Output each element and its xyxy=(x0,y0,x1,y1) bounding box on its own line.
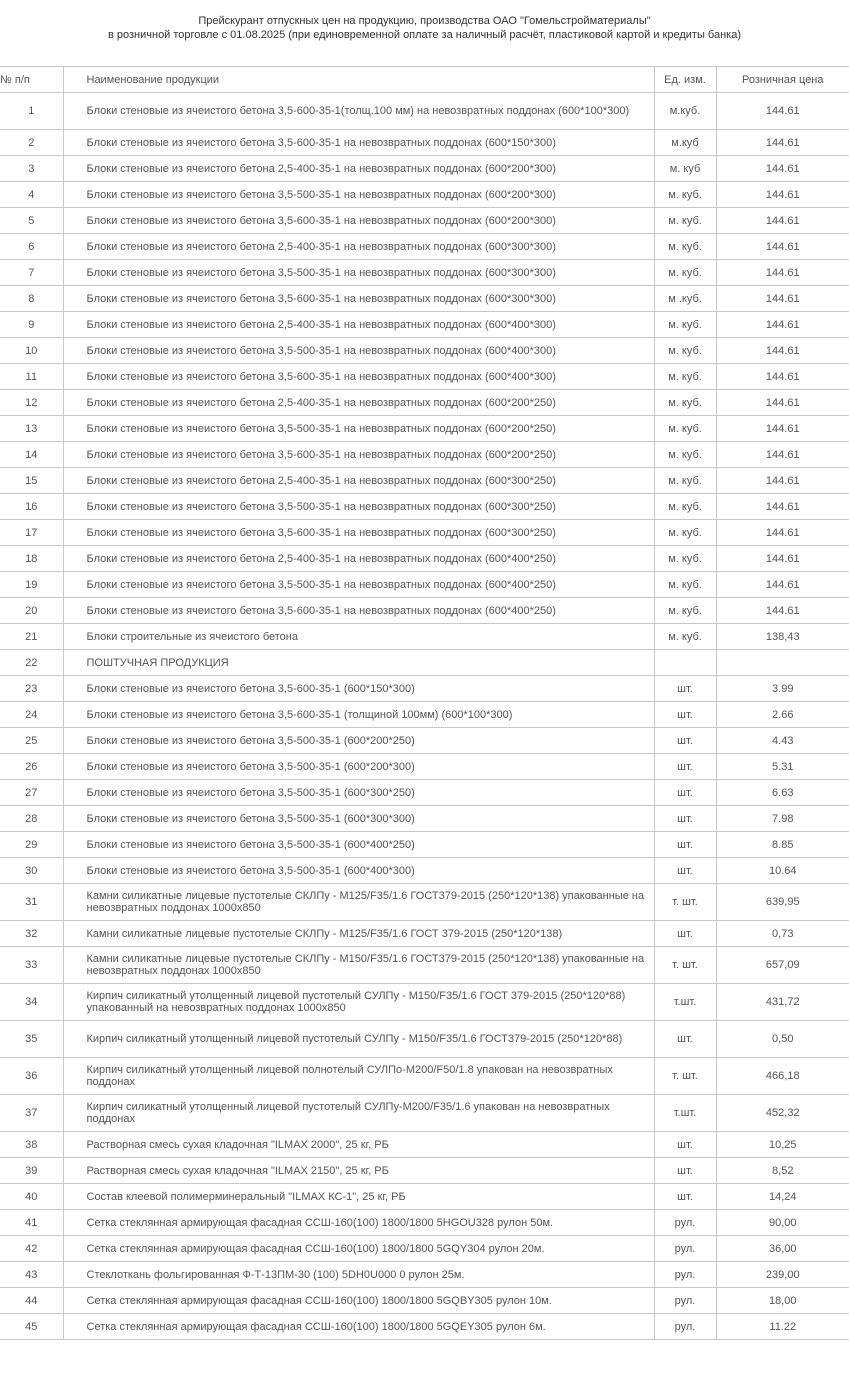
product-name: Сетка стеклянная армирующая фасадная ССШ-160(100) 1800/1800 5GQY304 рулон 20м. xyxy=(63,1236,654,1262)
row-number: 14 xyxy=(0,442,63,468)
unit-of-measure: шт. xyxy=(654,921,716,947)
unit-of-measure: рул. xyxy=(654,1236,716,1262)
unit-of-measure: м. куб. xyxy=(654,442,716,468)
unit-of-measure: т. шт. xyxy=(654,884,716,921)
table-row xyxy=(0,884,849,921)
row-number: 37 xyxy=(0,1095,63,1132)
table-row xyxy=(0,1184,849,1210)
retail-price: 7.98 xyxy=(716,806,849,832)
table-row xyxy=(0,1210,849,1236)
table-row xyxy=(0,182,849,208)
table-row xyxy=(0,947,849,984)
row-number: 1 xyxy=(0,93,63,130)
table-body xyxy=(0,93,849,1340)
row-number: 25 xyxy=(0,728,63,754)
table-row xyxy=(0,156,849,182)
retail-price: 144.61 xyxy=(716,208,849,234)
unit-of-measure: м. куб. xyxy=(654,624,716,650)
retail-price: 36,00 xyxy=(716,1236,849,1262)
retail-price: 144.61 xyxy=(716,494,849,520)
product-name: Блоки стеновые из ячеистого бетона 3,5-600-35-1 на невозвратных поддонах (600*300*250) xyxy=(63,520,654,546)
product-name: Блоки стеновые из ячеистого бетона 3,5-500-35-1 (600*200*300) xyxy=(63,754,654,780)
product-name: Блоки стеновые из ячеистого бетона 3,5-600-35-1(толщ.100 мм) на невозвратных поддонах (600*100*300) xyxy=(63,93,654,130)
product-name: Блоки стеновые из ячеистого бетона 2,5-400-35-1 на невозвратных поддонах (600*400*250) xyxy=(63,546,654,572)
unit-of-measure: шт. xyxy=(654,754,716,780)
retail-price: 144.61 xyxy=(716,312,849,338)
row-number: 45 xyxy=(0,1314,63,1340)
product-name: Блоки стеновые из ячеистого бетона 2,5-400-35-1 на невозвратных поддонах (600*400*300) xyxy=(63,312,654,338)
unit-of-measure: шт. xyxy=(654,1184,716,1210)
retail-price: 431,72 xyxy=(716,984,849,1021)
product-name: Блоки стеновые из ячеистого бетона 3,5-500-35-1 на невозвратных поддонах (600*400*250) xyxy=(63,572,654,598)
retail-price: 144.61 xyxy=(716,130,849,156)
table-row xyxy=(0,676,849,702)
table-row xyxy=(0,234,849,260)
retail-price: 138,43 xyxy=(716,624,849,650)
row-number: 26 xyxy=(0,754,63,780)
table-row xyxy=(0,338,849,364)
header-name: Наименование продукции xyxy=(63,67,654,93)
product-name: Блоки стеновые из ячеистого бетона 3,5-600-35-1 на невозвратных поддонах (600*400*250) xyxy=(63,598,654,624)
unit-of-measure: рул. xyxy=(654,1210,716,1236)
title-line-1: Прейскурант отпускных цен на продукцию, производства ОАО "Гомельстройматериалы" xyxy=(198,15,651,27)
product-name: Блоки стеновые из ячеистого бетона 3,5-500-35-1 на невозвратных поддонах (600*200*250) xyxy=(63,416,654,442)
product-name: Блоки стеновые из ячеистого бетона 2,5-400-35-1 на невозвратных поддонах (600*300*250) xyxy=(63,468,654,494)
row-number: 33 xyxy=(0,947,63,984)
row-number: 27 xyxy=(0,780,63,806)
row-number: 5 xyxy=(0,208,63,234)
unit-of-measure: м. куб. xyxy=(654,416,716,442)
row-number: 15 xyxy=(0,468,63,494)
unit-of-measure: м. куб. xyxy=(654,234,716,260)
product-name: Блоки стеновые из ячеистого бетона 3,5-500-35-1 (600*300*250) xyxy=(63,780,654,806)
row-number: 11 xyxy=(0,364,63,390)
table-row xyxy=(0,1158,849,1184)
unit-of-measure: м. куб. xyxy=(654,338,716,364)
retail-price: 144.61 xyxy=(716,93,849,130)
retail-price: 3.99 xyxy=(716,676,849,702)
row-number: 38 xyxy=(0,1132,63,1158)
row-number: 4 xyxy=(0,182,63,208)
row-number: 40 xyxy=(0,1184,63,1210)
table-row xyxy=(0,442,849,468)
table-row xyxy=(0,572,849,598)
retail-price: 8,52 xyxy=(716,1158,849,1184)
product-name: Блоки стеновые из ячеистого бетона 3,5-500-35-1 на невозвратных поддонах (600*300*300) xyxy=(63,260,654,286)
product-name: Блоки строительные из ячеистого бетона xyxy=(63,624,654,650)
row-number: 2 xyxy=(0,130,63,156)
product-name: Кирпич силикатный утолщенный лицевой пустотелый СУЛПу - М150/F35/1.6 ГОСТ 379-2015 (250*120*88) упакованный на невозвратных поддонах 1000х850 xyxy=(63,984,654,1021)
title-line-2: в розничной торговле с 01.08.2025 (при единовременной оплате за наличный расчёт, пластиковой картой и кредиты банка) xyxy=(107,29,741,41)
product-name: Кирпич силикатный утолщенный лицевой полнотелый СУЛПо-М200/F50/1.8 упакован на невозвратных поддонах xyxy=(63,1058,654,1095)
unit-of-measure: м .куб. xyxy=(654,286,716,312)
retail-price: 144.61 xyxy=(716,156,849,182)
table-header-row xyxy=(0,67,849,93)
unit-of-measure: м. куб. xyxy=(654,312,716,338)
unit-of-measure: м. куб. xyxy=(654,468,716,494)
retail-price: 466,18 xyxy=(716,1058,849,1095)
table-row xyxy=(0,468,849,494)
product-name: Растворная смесь сухая кладочная "ILMAX 2000", 25 кг, РБ xyxy=(63,1132,654,1158)
product-name: Кирпич силикатный утолщенный лицевой пустотелый СУЛПу - М150/F35/1.6 ГОСТ379-2015 (250*120*88) xyxy=(63,1021,654,1058)
row-number: 36 xyxy=(0,1058,63,1095)
price-table xyxy=(0,66,849,1340)
retail-price: 657,09 xyxy=(716,947,849,984)
table-row xyxy=(0,984,849,1021)
retail-price: 144.61 xyxy=(716,598,849,624)
row-number: 7 xyxy=(0,260,63,286)
retail-price: 5.31 xyxy=(716,754,849,780)
unit-of-measure: т.шт. xyxy=(654,984,716,1021)
retail-price: 4.43 xyxy=(716,728,849,754)
row-number: 20 xyxy=(0,598,63,624)
unit-of-measure: шт. xyxy=(654,1021,716,1058)
unit-of-measure: т. шт. xyxy=(654,1058,716,1095)
unit-of-measure: шт. xyxy=(654,1132,716,1158)
product-name: Сетка стеклянная армирующая фасадная ССШ-160(100) 1800/1800 5HGOU328 рулон 50м. xyxy=(63,1210,654,1236)
table-row xyxy=(0,1262,849,1288)
product-name: Блоки стеновые из ячеистого бетона 3,5-500-35-1 на невозвратных поддонах (600*400*300) xyxy=(63,338,654,364)
table-row xyxy=(0,1236,849,1262)
retail-price xyxy=(716,650,849,676)
product-name: Блоки стеновые из ячеистого бетона 3,5-600-35-1 на невозвратных поддонах (600*200*300) xyxy=(63,208,654,234)
retail-price: 452,32 xyxy=(716,1095,849,1132)
row-number: 19 xyxy=(0,572,63,598)
table-row xyxy=(0,806,849,832)
row-number: 43 xyxy=(0,1262,63,1288)
product-name: Блоки стеновые из ячеистого бетона 3,5-600-35-1 на невозвратных поддонах (600*150*300) xyxy=(63,130,654,156)
unit-of-measure: шт. xyxy=(654,728,716,754)
table-row xyxy=(0,1058,849,1095)
product-name: Блоки стеновые из ячеистого бетона 3,5-600-35-1 (600*150*300) xyxy=(63,676,654,702)
table-row xyxy=(0,416,849,442)
table-row xyxy=(0,1314,849,1340)
row-number: 23 xyxy=(0,676,63,702)
retail-price: 144.61 xyxy=(716,416,849,442)
unit-of-measure: шт. xyxy=(654,806,716,832)
unit-of-measure: м.куб. xyxy=(654,93,716,130)
product-name: Блоки стеновые из ячеистого бетона 3,5-600-35-1 на невозвратных поддонах (600*400*300) xyxy=(63,364,654,390)
row-number: 9 xyxy=(0,312,63,338)
table-row xyxy=(0,286,849,312)
retail-price: 144.61 xyxy=(716,520,849,546)
product-name: Растворная смесь сухая кладочная "ILMAX 2150", 25 кг, РБ xyxy=(63,1158,654,1184)
header-price: Розничная цена xyxy=(716,67,849,93)
product-name: Блоки стеновые из ячеистого бетона 3,5-500-35-1 на невозвратных поддонах (600*300*250) xyxy=(63,494,654,520)
table-row xyxy=(0,520,849,546)
retail-price: 144.61 xyxy=(716,338,849,364)
product-name: Блоки стеновые из ячеистого бетона 2,5-400-35-1 на невозвратных поддонах (600*300*300) xyxy=(63,234,654,260)
table-row xyxy=(0,702,849,728)
row-number: 32 xyxy=(0,921,63,947)
row-number: 6 xyxy=(0,234,63,260)
table-row xyxy=(0,546,849,572)
table-row xyxy=(0,858,849,884)
unit-of-measure xyxy=(654,650,716,676)
unit-of-measure: м. куб. xyxy=(654,572,716,598)
table-row xyxy=(0,921,849,947)
retail-price: 144.61 xyxy=(716,286,849,312)
table-row xyxy=(0,728,849,754)
retail-price: 144.61 xyxy=(716,234,849,260)
product-name: Кирпич силикатный утолщенный лицевой пустотелый СУЛПу-М200/F35/1.6 упакован на невозвратных поддонах xyxy=(63,1095,654,1132)
unit-of-measure: рул. xyxy=(654,1314,716,1340)
retail-price: 639,95 xyxy=(716,884,849,921)
product-name: Блоки стеновые из ячеистого бетона 3,5-500-35-1 (600*400*300) xyxy=(63,858,654,884)
row-number: 30 xyxy=(0,858,63,884)
retail-price: 144.61 xyxy=(716,390,849,416)
unit-of-measure: м. куб. xyxy=(654,598,716,624)
row-number: 18 xyxy=(0,546,63,572)
row-number: 22 xyxy=(0,650,63,676)
retail-price: 144.61 xyxy=(716,260,849,286)
retail-price: 11.22 xyxy=(716,1314,849,1340)
row-number: 35 xyxy=(0,1021,63,1058)
table-row xyxy=(0,130,849,156)
row-number: 34 xyxy=(0,984,63,1021)
unit-of-measure: м. куб. xyxy=(654,208,716,234)
product-name: Блоки стеновые из ячеистого бетона 3,5-500-35-1 (600*400*250) xyxy=(63,832,654,858)
table-row xyxy=(0,650,849,676)
row-number: 10 xyxy=(0,338,63,364)
row-number: 21 xyxy=(0,624,63,650)
retail-price: 10,25 xyxy=(716,1132,849,1158)
product-name: Блоки стеновые из ячеистого бетона 2,5-400-35-1 на невозвратных поддонах (600*200*300) xyxy=(63,156,654,182)
retail-price: 144.61 xyxy=(716,468,849,494)
retail-price: 8.85 xyxy=(716,832,849,858)
row-number: 44 xyxy=(0,1288,63,1314)
row-number: 42 xyxy=(0,1236,63,1262)
table-row xyxy=(0,390,849,416)
unit-of-measure: шт. xyxy=(654,780,716,806)
table-row xyxy=(0,260,849,286)
retail-price: 144.61 xyxy=(716,182,849,208)
retail-price: 144.61 xyxy=(716,546,849,572)
unit-of-measure: м. куб. xyxy=(654,260,716,286)
product-name: Блоки стеновые из ячеистого бетона 3,5-600-35-1 на невозвратных поддонах (600*200*250) xyxy=(63,442,654,468)
row-number: 24 xyxy=(0,702,63,728)
table-row xyxy=(0,208,849,234)
product-name: Блоки стеновые из ячеистого бетона 3,5-500-35-1 на невозвратных поддонах (600*200*300) xyxy=(63,182,654,208)
table-row xyxy=(0,494,849,520)
table-row xyxy=(0,1132,849,1158)
row-number: 17 xyxy=(0,520,63,546)
unit-of-measure: шт. xyxy=(654,832,716,858)
product-name: Камни силикатные лицевые пустотелые СКЛПу - М125/F35/1.6 ГОСТ379-2015 (250*120*138) упакованные на невозвратных поддонах 1000х850 xyxy=(63,884,654,921)
product-name: Блоки стеновые из ячеистого бетона 3,5-500-35-1 (600*300*300) xyxy=(63,806,654,832)
product-name: Сетка стеклянная армирующая фасадная ССШ-160(100) 1800/1800 5GQBY305 рулон 10м. xyxy=(63,1288,654,1314)
retail-price: 144.61 xyxy=(716,572,849,598)
row-number: 41 xyxy=(0,1210,63,1236)
table-row xyxy=(0,624,849,650)
row-number: 29 xyxy=(0,832,63,858)
row-number: 13 xyxy=(0,416,63,442)
product-name: Блоки стеновые из ячеистого бетона 3,5-500-35-1 (600*200*250) xyxy=(63,728,654,754)
unit-of-measure: рул. xyxy=(654,1262,716,1288)
unit-of-measure: м. куб xyxy=(654,156,716,182)
unit-of-measure: м. куб. xyxy=(654,364,716,390)
unit-of-measure: м. куб. xyxy=(654,520,716,546)
row-number: 8 xyxy=(0,286,63,312)
table-row xyxy=(0,312,849,338)
document-title xyxy=(0,14,849,42)
table-row xyxy=(0,754,849,780)
unit-of-measure: шт. xyxy=(654,858,716,884)
table-row xyxy=(0,93,849,130)
table-row xyxy=(0,1095,849,1132)
unit-of-measure: шт. xyxy=(654,676,716,702)
row-number: 39 xyxy=(0,1158,63,1184)
retail-price: 0,73 xyxy=(716,921,849,947)
unit-of-measure: т.шт. xyxy=(654,1095,716,1132)
unit-of-measure: м. куб. xyxy=(654,546,716,572)
product-name: Сетка стеклянная армирующая фасадная ССШ-160(100) 1800/1800 5GQEY305 рулон 6м. xyxy=(63,1314,654,1340)
product-name: Камни силикатные лицевые пустотелые СКЛПу - М125/F35/1.6 ГОСТ 379-2015 (250*120*138) xyxy=(63,921,654,947)
retail-price: 144.61 xyxy=(716,364,849,390)
unit-of-measure: т. шт. xyxy=(654,947,716,984)
table-row xyxy=(0,780,849,806)
header-num: № п/п xyxy=(0,67,63,93)
row-number: 3 xyxy=(0,156,63,182)
retail-price: 6.63 xyxy=(716,780,849,806)
row-number: 16 xyxy=(0,494,63,520)
product-name: Блоки стеновые из ячеистого бетона 2,5-400-35-1 на невозвратных поддонах (600*200*250) xyxy=(63,390,654,416)
retail-price: 144.61 xyxy=(716,442,849,468)
retail-price: 18,00 xyxy=(716,1288,849,1314)
product-name: Стеклоткань фольгированная Ф-Т-13ПМ-30 (100) 5DH0U000 0 рулон 25м. xyxy=(63,1262,654,1288)
retail-price: 14,24 xyxy=(716,1184,849,1210)
row-number: 28 xyxy=(0,806,63,832)
product-name: Блоки стеновые из ячеистого бетона 3,5-600-35-1 (толщиной 100мм) (600*100*300) xyxy=(63,702,654,728)
unit-of-measure: м. куб. xyxy=(654,494,716,520)
retail-price: 239,00 xyxy=(716,1262,849,1288)
table-row xyxy=(0,1288,849,1314)
table-row xyxy=(0,1021,849,1058)
table-row xyxy=(0,598,849,624)
unit-of-measure: шт. xyxy=(654,1158,716,1184)
retail-price: 0,50 xyxy=(716,1021,849,1058)
unit-of-measure: шт. xyxy=(654,702,716,728)
header-unit: Ед. изм. xyxy=(654,67,716,93)
table-row xyxy=(0,364,849,390)
unit-of-measure: м.куб xyxy=(654,130,716,156)
product-name: Состав клеевой полимерминеральный "ILMAX КС-1", 25 кг, РБ xyxy=(63,1184,654,1210)
retail-price: 2.66 xyxy=(716,702,849,728)
retail-price: 90,00 xyxy=(716,1210,849,1236)
row-number: 12 xyxy=(0,390,63,416)
product-name: ПОШТУЧНАЯ ПРОДУКЦИЯ xyxy=(63,650,654,676)
unit-of-measure: м. куб. xyxy=(654,182,716,208)
unit-of-measure: м. куб. xyxy=(654,390,716,416)
product-name: Блоки стеновые из ячеистого бетона 3,5-600-35-1 на невозвратных поддонах (600*300*300) xyxy=(63,286,654,312)
table-row xyxy=(0,832,849,858)
unit-of-measure: рул. xyxy=(654,1288,716,1314)
retail-price: 10.64 xyxy=(716,858,849,884)
product-name: Камни силикатные лицевые пустотелые СКЛПу - М150/F35/1.6 ГОСТ379-2015 (250*120*138) упакованные на невозвратных поддонах 1000х850 xyxy=(63,947,654,984)
row-number: 31 xyxy=(0,884,63,921)
